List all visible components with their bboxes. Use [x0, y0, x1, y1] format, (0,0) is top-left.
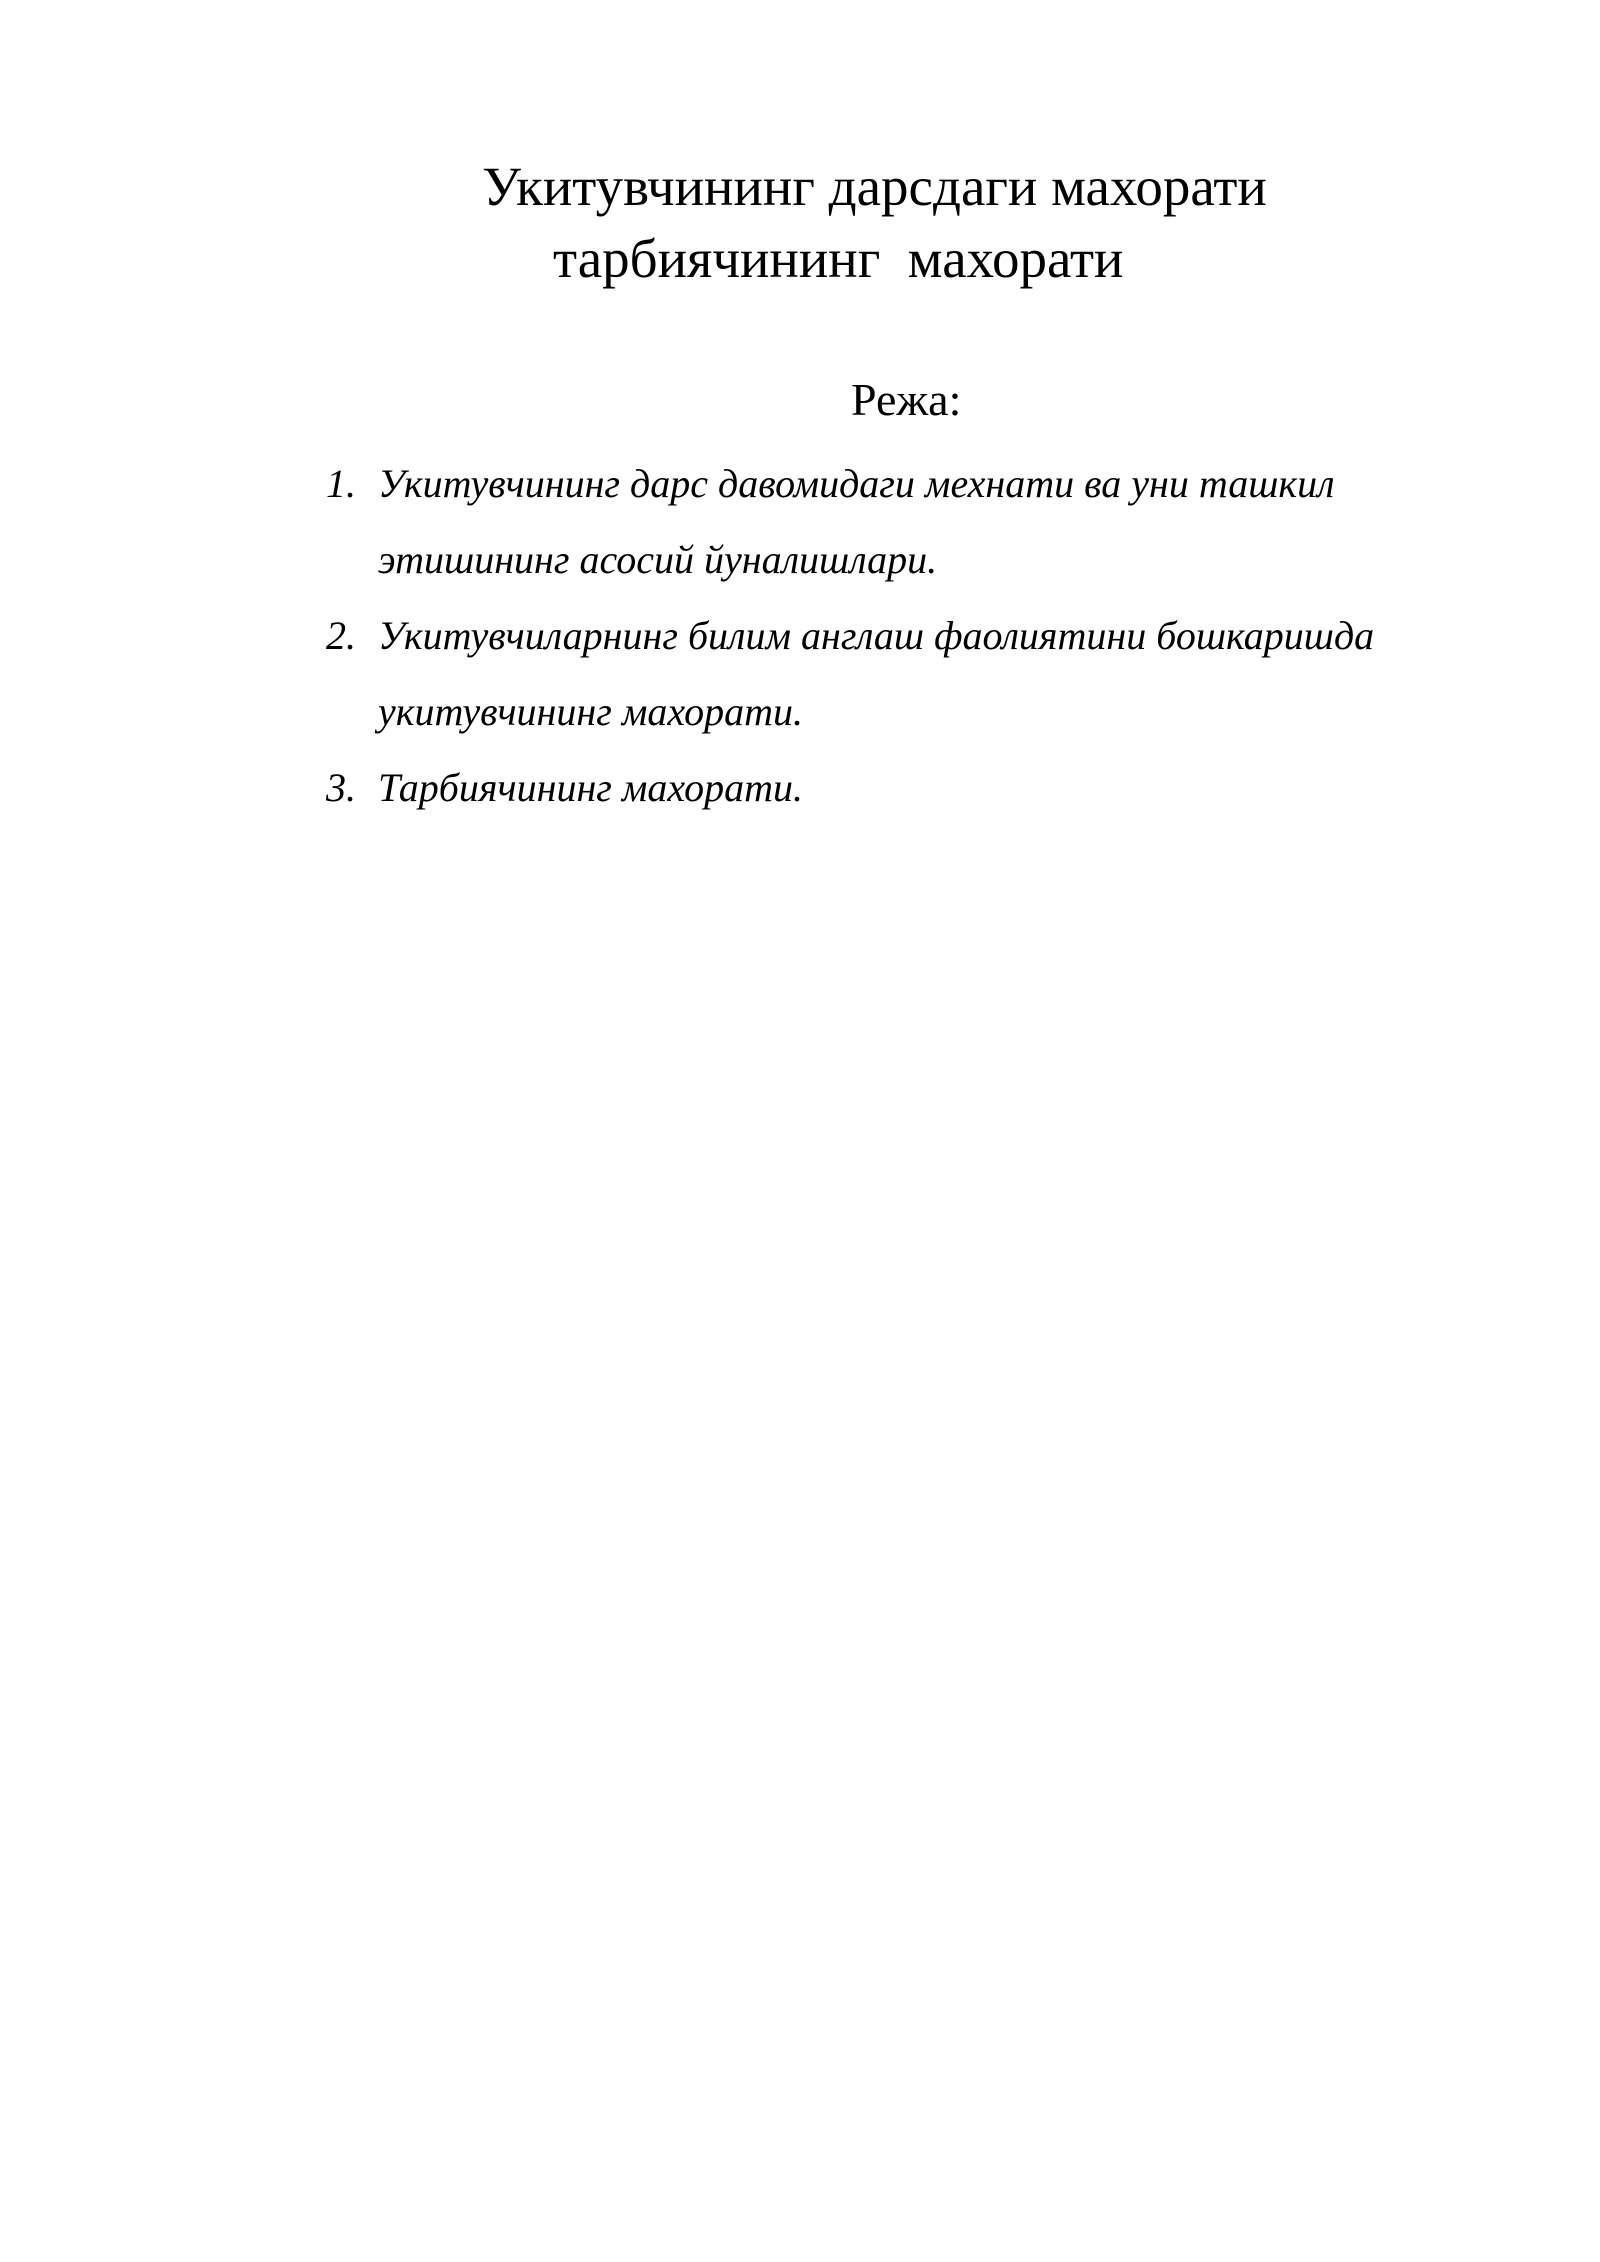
- plan-item-text-line: Укитувчиларнинг билим англаш фаолиятини бошкаришда: [378, 613, 1375, 658]
- plan-item-number: 1.: [326, 461, 356, 506]
- document-title-line-2: тарбиячининг махорати: [553, 228, 1124, 289]
- plan-item-text-line: Тарбиячининг махорати.: [378, 765, 804, 810]
- plan-item-text-line: Укитувчининг дарс давомидаги мехнати ва уни ташкил: [378, 461, 1335, 506]
- plan-list: [326, 446, 1486, 826]
- plan-item-number: 3.: [326, 765, 356, 810]
- document-title-line-1: Укитувчининг дарсдаги махорати: [482, 156, 1267, 217]
- plan-heading: Режа:: [851, 374, 962, 425]
- plan-item-3: [326, 750, 1486, 826]
- plan-item-1: [326, 446, 1486, 598]
- plan-item-number: 2.: [326, 613, 356, 658]
- plan-item-text-line: этишининг асосий йуналишлари.: [378, 537, 938, 582]
- plan-item-2: [326, 598, 1486, 750]
- plan-item-text-line: укитувчининг махорати.: [378, 689, 804, 734]
